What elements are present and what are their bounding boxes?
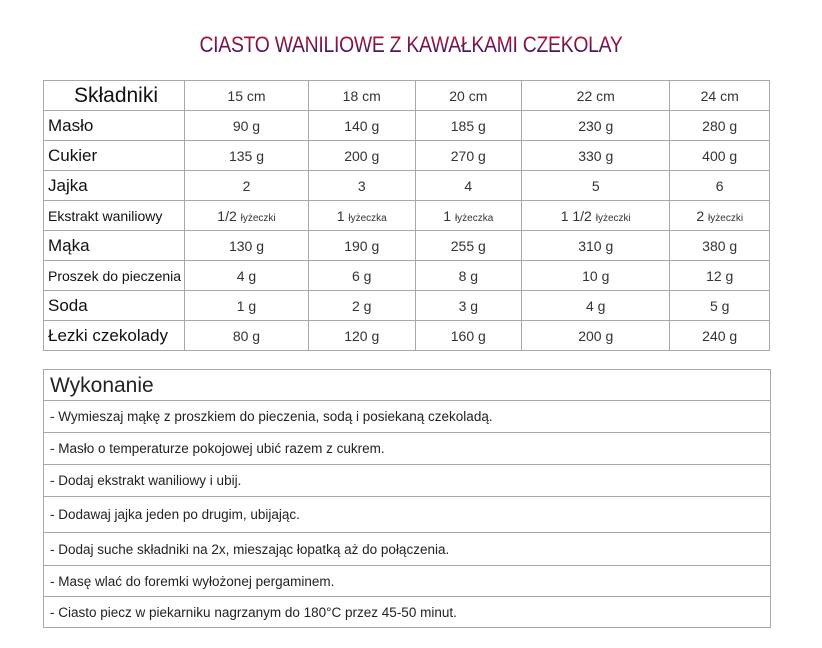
amount-value: 5 xyxy=(591,177,600,194)
amount-value: 3 xyxy=(357,177,366,194)
table-row xyxy=(44,141,770,171)
amount-value: 90 g xyxy=(232,117,261,134)
amount-cell xyxy=(522,201,670,231)
amount-cell xyxy=(185,261,309,291)
amount-cell xyxy=(308,111,415,141)
amount-cell xyxy=(522,171,670,201)
step-item: - Dodaj ekstrakt waniliowy i ubij. xyxy=(44,465,770,497)
amount-value: 140 g xyxy=(344,117,380,134)
amount-unit: łyżeczki xyxy=(240,212,276,224)
amount-value: 120 g xyxy=(344,327,380,344)
amount-cell xyxy=(185,171,309,201)
amount-cell xyxy=(670,231,770,261)
amount-value: 1 1/2 xyxy=(560,207,592,224)
amount-unit: łyżeczka xyxy=(454,212,494,224)
amount-value: 1 xyxy=(443,207,452,224)
amount-cell xyxy=(670,171,770,201)
amount-unit: łyżeczki xyxy=(595,212,631,224)
amount-cell xyxy=(670,261,770,291)
amount-cell xyxy=(308,141,415,171)
amount-cell xyxy=(415,231,522,261)
amount-cell xyxy=(670,141,770,171)
table-row xyxy=(44,171,770,201)
amount-value: 1/2 xyxy=(217,207,237,224)
amount-cell xyxy=(415,141,522,171)
size-header: 20 cm xyxy=(415,81,522,111)
size-header: 24 cm xyxy=(670,81,770,111)
ingredients-table xyxy=(43,80,770,351)
amount-cell xyxy=(308,321,415,351)
amount-value: 185 g xyxy=(450,117,486,134)
amount-cell xyxy=(670,201,770,231)
size-header: 15 cm xyxy=(185,81,309,111)
amount-cell xyxy=(522,321,670,351)
amount-cell xyxy=(415,261,522,291)
amount-value: 280 g xyxy=(702,117,738,134)
amount-value: 4 g xyxy=(236,267,257,284)
amount-value: 10 g xyxy=(582,267,610,284)
ingredient-label: Cukier xyxy=(44,141,185,171)
amount-cell xyxy=(308,261,415,291)
amount-cell xyxy=(308,291,415,321)
amount-unit: łyżeczki xyxy=(708,212,744,224)
amount-cell xyxy=(522,261,670,291)
table-row xyxy=(44,291,770,321)
amount-value: 240 g xyxy=(702,327,738,344)
amount-value: 130 g xyxy=(228,237,264,254)
amount-value: 8 g xyxy=(458,267,479,284)
amount-cell xyxy=(522,291,670,321)
amount-value: 80 g xyxy=(232,327,261,344)
table-row xyxy=(44,201,770,231)
amount-value: 6 g xyxy=(352,267,372,284)
ingredient-label: Jajka xyxy=(44,171,185,201)
amount-cell xyxy=(670,321,770,351)
ingredient-label: Masło xyxy=(44,111,185,141)
ingredient-label: Soda xyxy=(44,291,185,321)
amount-value: 200 g xyxy=(578,327,614,344)
amount-value: 12 g xyxy=(706,267,734,284)
ingredients-header: Składniki xyxy=(44,81,185,111)
step-item: - Wymieszaj mąkę z proszkiem do pieczenia, sodą i posiekaną czekoladą. xyxy=(44,401,770,433)
amount-value: 4 g xyxy=(586,297,606,314)
amount-cell xyxy=(415,111,522,141)
step-item: - Masę wlać do foremki wyłożonej pergaminem. xyxy=(44,566,770,597)
amount-value: 230 g xyxy=(578,117,614,134)
size-header: 18 cm xyxy=(308,81,415,111)
amount-cell xyxy=(185,201,309,231)
amount-unit: łyżeczka xyxy=(348,212,387,224)
ingredient-label: Proszek do pieczenia xyxy=(44,261,185,291)
amount-cell xyxy=(185,321,309,351)
table-row xyxy=(44,321,770,351)
amount-value: 1 xyxy=(336,207,345,224)
amount-cell xyxy=(185,231,309,261)
ingredient-label: Mąka xyxy=(44,231,185,261)
amount-value: 1 g xyxy=(236,297,257,314)
amount-value: 4 xyxy=(464,177,473,194)
amount-cell xyxy=(415,321,522,351)
amount-value: 160 g xyxy=(450,327,486,344)
steps-header: Wykonanie xyxy=(44,370,770,401)
amount-value: 2 xyxy=(242,177,251,194)
amount-value: 200 g xyxy=(344,147,380,164)
amount-value: 5 g xyxy=(709,297,730,314)
table-row xyxy=(44,111,770,141)
table-row xyxy=(44,231,770,261)
amount-cell xyxy=(522,141,670,171)
amount-value: 330 g xyxy=(578,147,614,164)
step-item: - Masło o temperaturze pokojowej ubić razem z cukrem. xyxy=(44,433,770,465)
steps-box xyxy=(43,369,771,628)
step-item: - Ciasto piecz w piekarniku nagrzanym do 180°C przez 45-50 minut. xyxy=(50,604,457,620)
size-header: 22 cm xyxy=(522,81,670,111)
amount-cell xyxy=(415,171,522,201)
step-item: - Dodawaj jajka jeden po drugim, ubijając. xyxy=(44,497,770,533)
amount-value: 135 g xyxy=(228,147,264,164)
amount-cell xyxy=(185,141,309,171)
amount-cell xyxy=(308,171,415,201)
amount-value: 6 xyxy=(715,177,724,194)
amount-value: 255 g xyxy=(450,237,486,254)
amount-value: 3 g xyxy=(458,297,479,314)
amount-value: 190 g xyxy=(344,237,380,254)
table-header-row xyxy=(44,81,770,111)
amount-cell xyxy=(670,111,770,141)
amount-cell xyxy=(185,111,309,141)
ingredient-label: Ekstrakt waniliowy xyxy=(44,201,185,231)
amount-value: 380 g xyxy=(702,237,738,254)
amount-cell xyxy=(522,111,670,141)
amount-cell xyxy=(308,231,415,261)
amount-value: 270 g xyxy=(450,147,486,164)
amount-cell xyxy=(670,291,770,321)
amount-cell xyxy=(308,201,415,231)
amount-value: 2 xyxy=(696,207,705,224)
table-row xyxy=(44,261,770,291)
step-item: - Dodaj suche składniki na 2x, mieszając łopatką aż do połączenia. xyxy=(44,533,770,566)
amount-cell xyxy=(522,231,670,261)
recipe-title: CIASTO WANILIOWE Z KAWAŁKAMI CZEKOLAY xyxy=(49,32,772,58)
amount-cell xyxy=(185,291,309,321)
amount-value: 2 g xyxy=(352,297,372,314)
amount-cell xyxy=(415,201,522,231)
amount-value: 400 g xyxy=(702,147,738,164)
amount-value: 310 g xyxy=(578,237,614,254)
amount-cell xyxy=(415,291,522,321)
ingredient-label: Łezki czekolady xyxy=(44,321,185,351)
